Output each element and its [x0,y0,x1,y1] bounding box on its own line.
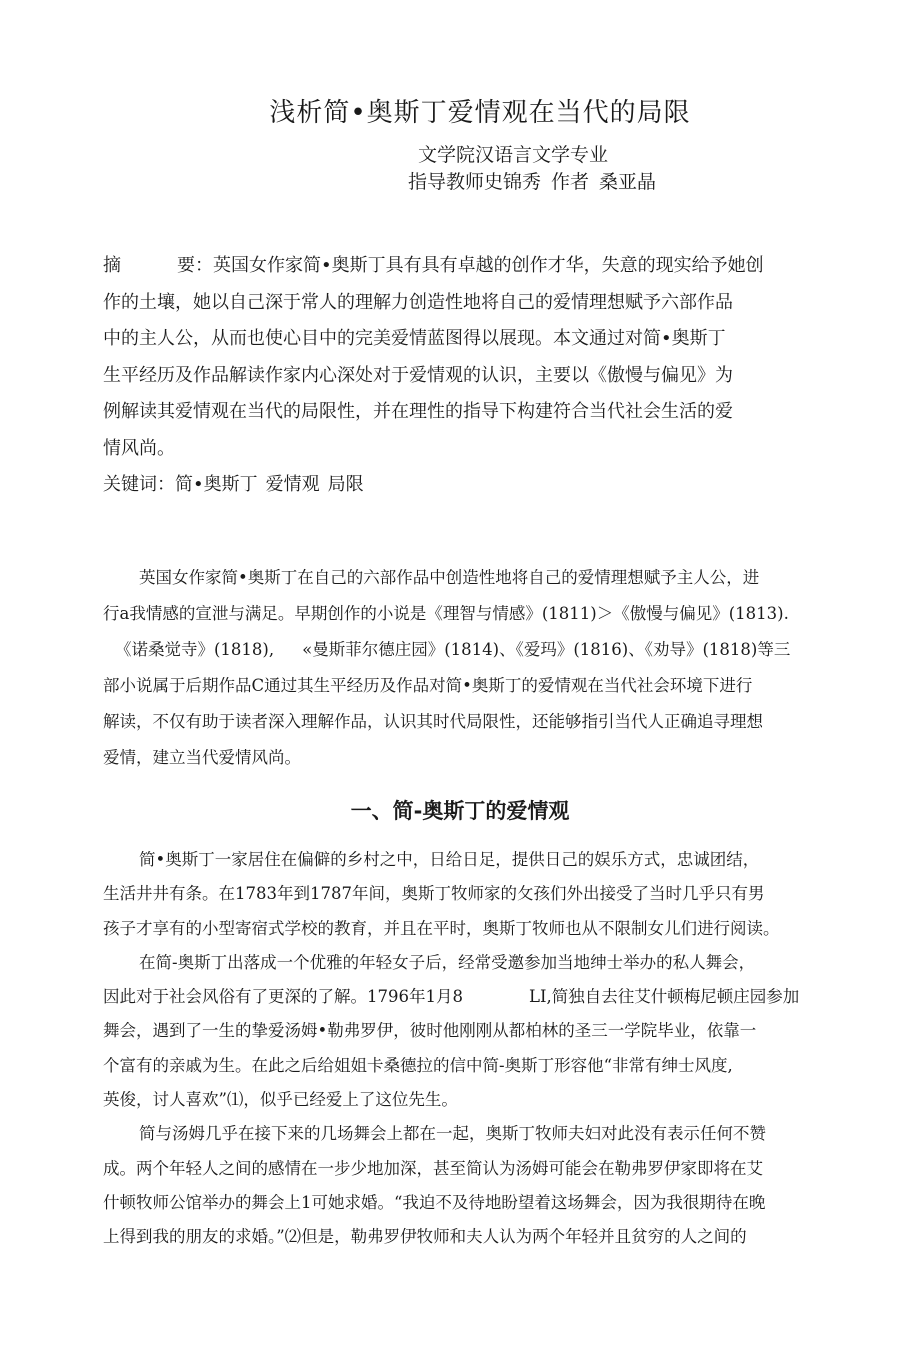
body-text: 因此对于社会风俗有了更深的了解。1796年1月8 [103,987,463,1007]
intro-text: 英国女作家简•奥斯丁在自己的六部作品中创造性地将自己的爱情理想赋予主人公，进 [139,568,760,587]
intro-paragraph [103,560,825,776]
page-title: 浅析简•奥斯丁爱情观在当代的局限 [269,98,691,128]
advisor-author-line [408,167,656,194]
abstract-line: 中的主人公，从而也使心目中的完美爱情蓝图得以展现。本文通过对简•奥斯丁 [103,328,726,349]
intro-line: 解读，不仅有助于读者深入理解作品，认识其时代局限性，还能够指引当代人正确追寻理想 [103,712,763,731]
intro-line [103,632,825,668]
body-line: 成。两个年轻人之间的感情在一步少地加深，甚至简认为汤姆可能会在勒弗罗伊家即将在艾 [103,1158,763,1178]
abstract-label-b: 要： [177,255,213,276]
advisor: 指导教师史锦秀 [408,171,542,193]
keywords-label: 关键词： [103,474,175,495]
keyword: 爱情观 [265,474,320,495]
body-line: 上得到我的朋友的求婚。”⑵但是，勒弗罗伊牧师和夫人认为两个年轻并且贫穷的人之间的 [103,1227,747,1247]
keyword: 局限 [327,474,364,495]
abstract-block [103,248,825,504]
author-name: 桑亚晶 [599,171,657,193]
author-label: 作者 [551,171,590,193]
abstract-line: 例解读其爱情观在当代的局限性，并在理性的指导下构建符合当代社会生活的爱 [103,401,733,422]
abstract-label-a: 摘 [103,255,121,276]
body-line [103,1117,825,1151]
abstract-line: 作的土壤，她以自己深于常人的理解力创造性地将自己的爱情理想赋予六部作品 [103,291,733,313]
body-line: 个富有的亲戚为生。在此之后给姐姐卡桑德拉的信中简-奥斯丁形容他“非常有绅士风度, [103,1055,733,1075]
body-text: 简•奥斯丁一家居住在偏僻的乡村之中，日给日足，提供日己的娱乐方式，忠诚团结， [139,850,760,869]
body-line: 生活井井有条。在1783年到1787年间，奥斯丁牧师家的攵孩们外出接受了当时几乎只有男 [103,884,765,904]
body-line: 英俊，讨人喜欢”⑴，似乎已经爱上了这位先生。 [103,1090,458,1110]
body-line [103,980,825,1014]
section-heading: 一、简-奥斯丁的爱情观 [350,799,570,823]
body-text: 简与汤姆几乎在接下来的几场舞会上都在一起，奥斯丁牧师夫妇对此没有表示任何不赞 [139,1124,766,1144]
intro-line: 爱情，建立当代爱情风尚。 [103,748,301,767]
intro-text: «曼斯菲尔德庄园》(1814)、《爱玛》(1816)、《劝导》(1818)等三 [302,640,791,659]
intro-line: 行a我情感的宣泄与满足。早期创作的小说是《理智与情感》(1811)＞《傲慢与偏见》(1813). [103,604,789,623]
abstract-text: 英国女作家简•奥斯丁具有具有卓越的创作才华，失意的现实给予她创 [213,255,764,276]
intro-line: 部小说属于后期作品C通过其生平经历及作品对简•奥斯丁的爱情观在当代社会环境下进行 [103,676,753,695]
body-line: 舞会，遇到了一生的挚爱汤姆•勒弗罗伊，彼时他刚刚从都柏林的圣三一学院毕业，依靠一 [103,1021,757,1041]
body-line [103,946,825,980]
keywords-line [103,467,825,504]
body-line [103,843,825,877]
section-body [103,843,825,1255]
body-line: 孩子才享有的小型寄宿式学校的教育，并且在平时，奥斯丁牧师也从不限制女儿们进行阅读。 [103,918,780,938]
body-text: LI,简独自去往艾什顿梅尼顿庄园参加 [529,987,800,1007]
intro-text: 《诺桑觉寺》(1818), [115,640,275,659]
abstract-line: 生平经历及作品解读作家内心深处对于爱情观的认识，主要以《傲慢与偏见》为 [103,364,733,386]
body-line: 什顿牧师公馆举办的舞会上1可她求婚。“我迫不及待地盼望着这场舞会，因为我很期待在晚 [103,1192,766,1212]
department-line: 文学院汉语言文学专业 [418,144,609,166]
intro-line [103,560,825,596]
abstract-line [103,248,825,285]
abstract-line: 情风尚。 [103,437,175,459]
keyword: 简•奥斯丁 [175,474,258,495]
body-text: 在简-奥斯丁出落成一个优雅的年轻女子后，经常受邀参加当地绅士举办的私人舞会， [139,952,756,972]
